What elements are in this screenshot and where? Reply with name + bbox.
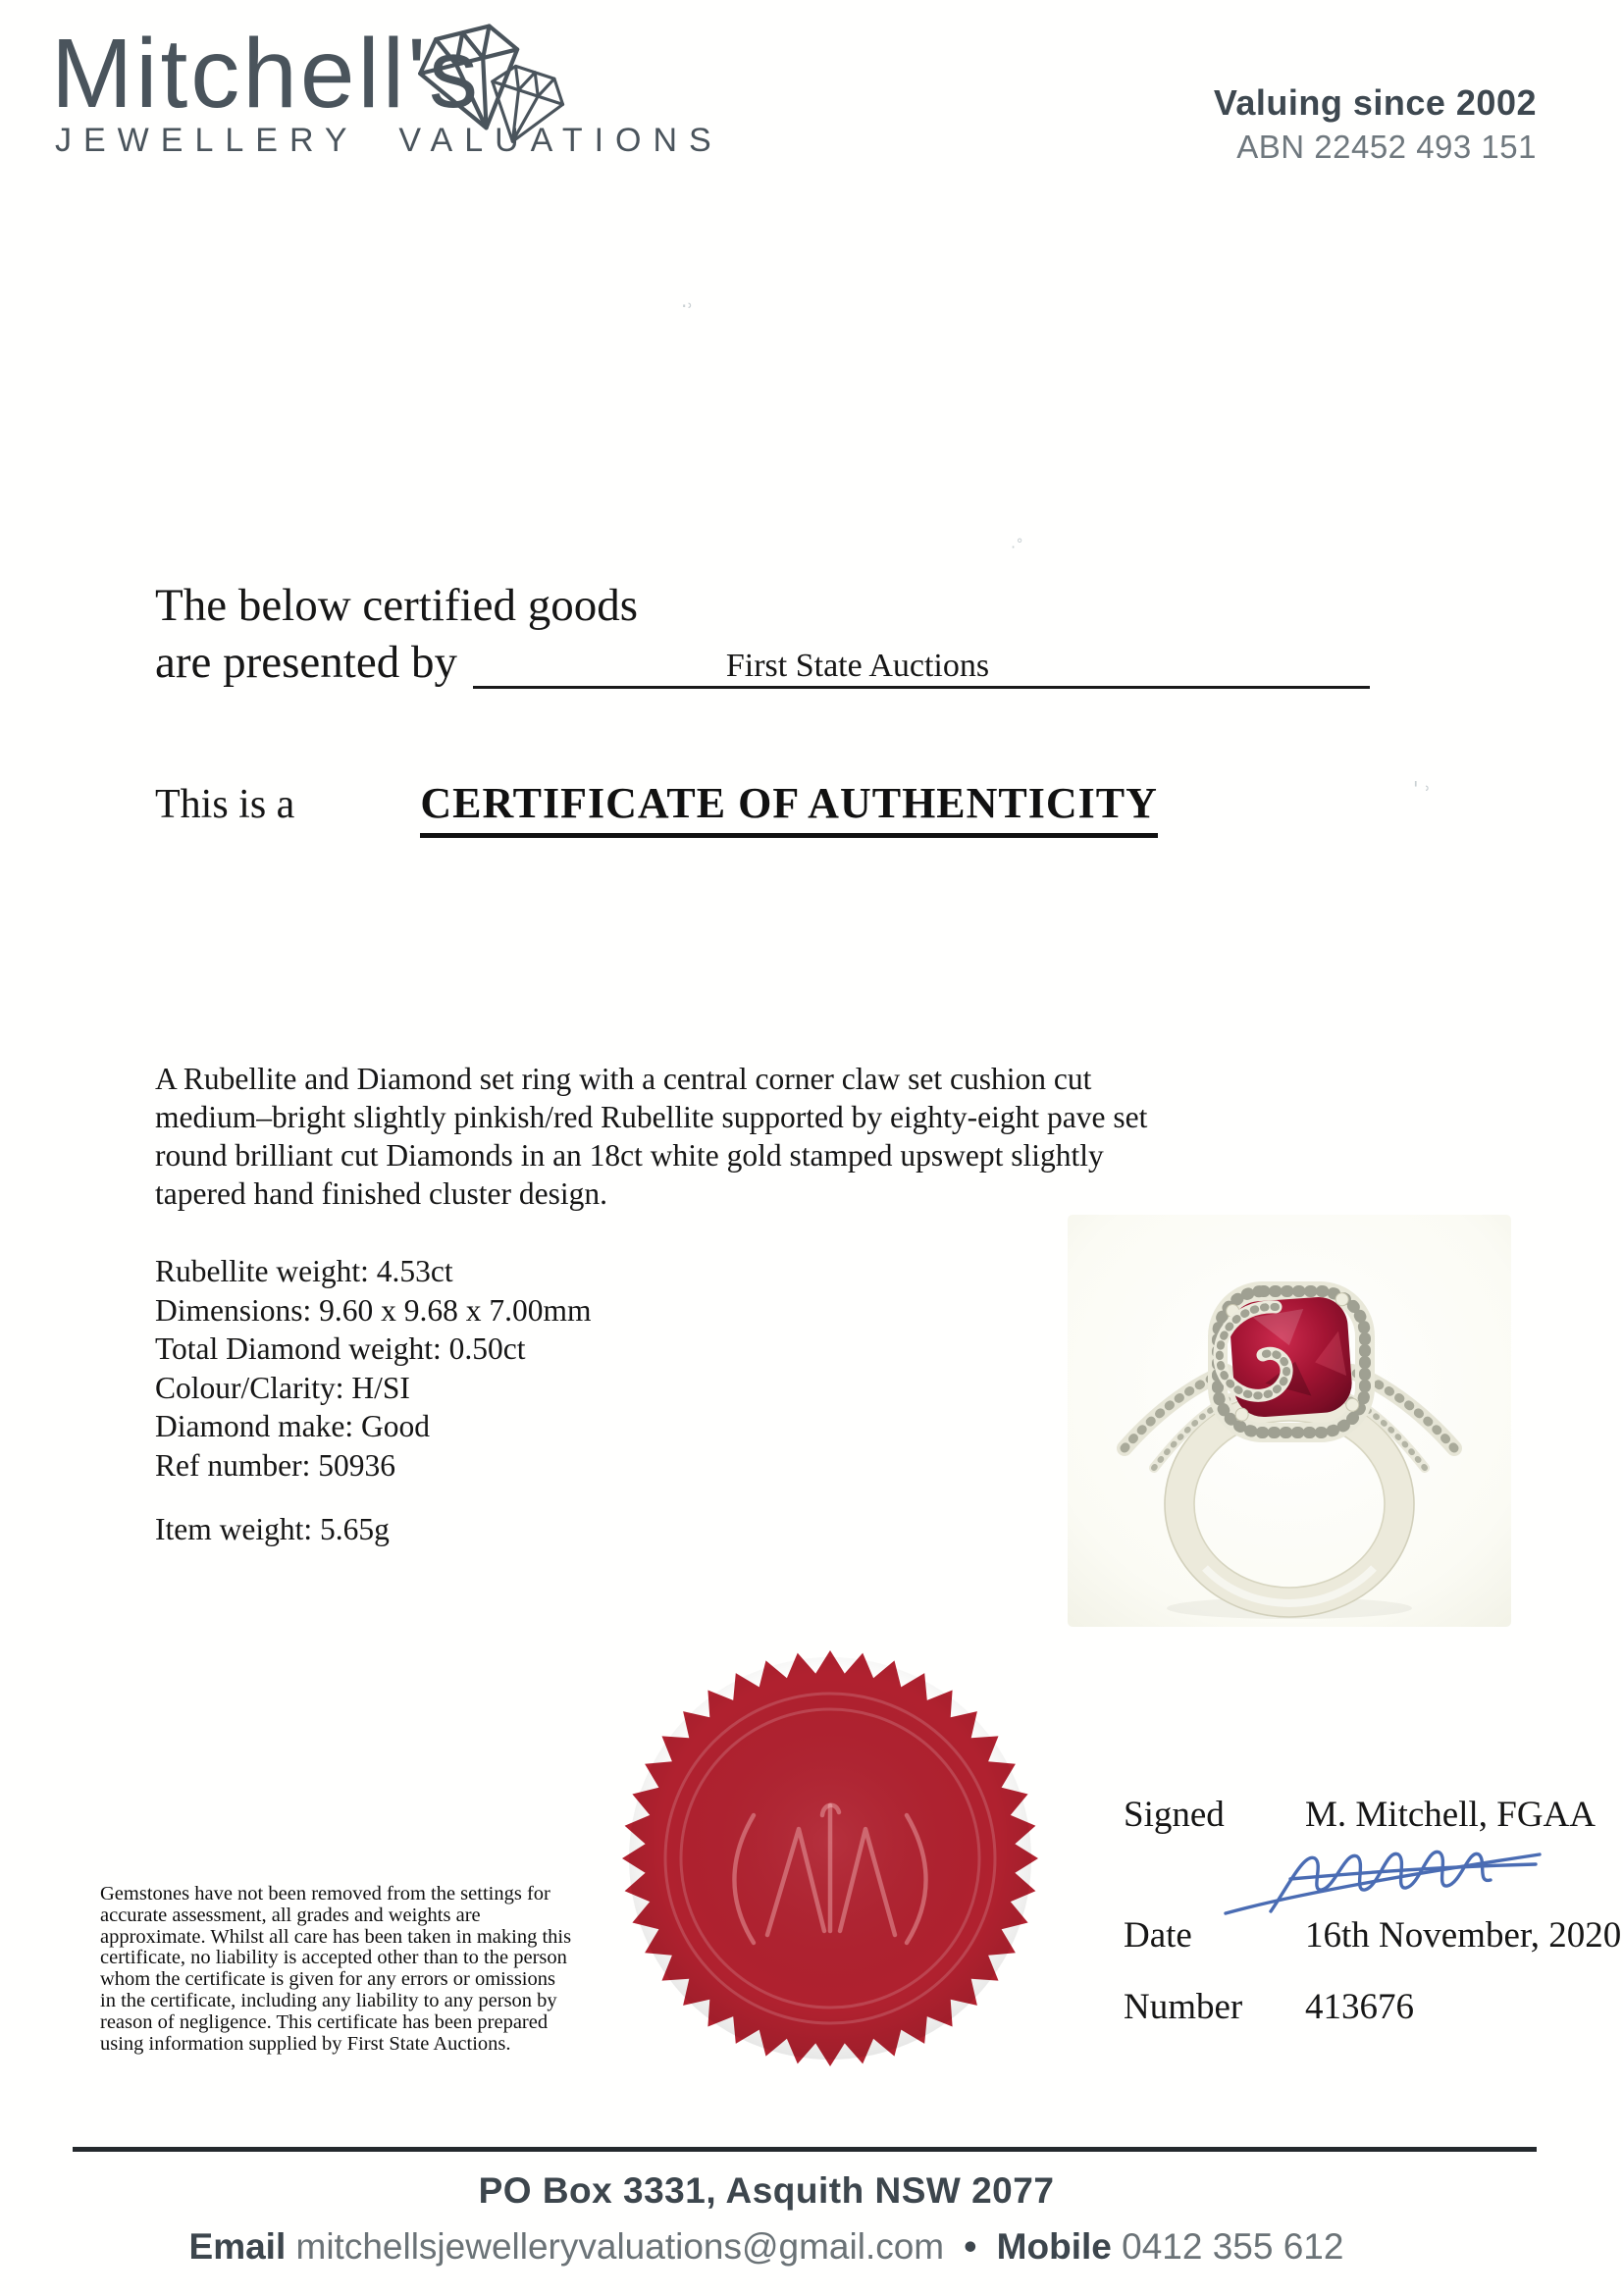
- footer-address: PO Box 3331, Asquith NSW 2077: [478, 2170, 1055, 2211]
- presented-by-label: are presented by: [155, 637, 457, 688]
- email-label: Email: [188, 2226, 287, 2267]
- mobile-label: Mobile: [996, 2226, 1112, 2267]
- number-value: 413676: [1305, 1987, 1414, 2027]
- this-is-a-label: This is a: [155, 782, 295, 827]
- brand-logo-text: Mitchell's: [51, 19, 482, 129]
- scan-speck: ' ˒: [1413, 777, 1431, 801]
- certificate-title-row: [155, 778, 1158, 838]
- scan-speck: ·˒: [681, 294, 694, 318]
- presenter-name: First State Auctions: [725, 648, 990, 684]
- ring-photo: [1068, 1215, 1511, 1627]
- presented-goods-line: The below certified goods: [155, 580, 639, 631]
- spec-line: Dimensions: 9.60 x 9.68 x 7.00mm: [155, 1292, 592, 1328]
- number-label: Number: [1124, 1987, 1243, 2027]
- embossed-seal: [618, 1646, 1042, 2070]
- mobile-value: 0412 355 612: [1122, 2226, 1344, 2267]
- spec-line: Colour/Clarity: H/SI: [155, 1370, 410, 1405]
- footer-separator: •: [964, 2226, 977, 2267]
- date-row: [1124, 1914, 1621, 1957]
- item-description: A Rubellite and Diamond set ring with a central corner claw set cushion cut medium–bright slightly pinkish/red Rubellite supported by eighty-eight pave set round brilliant cut Diamonds in an 18ct white gold stamped upswept slightly tapered hand finished cluster design.: [155, 1062, 1148, 1211]
- footer: [0, 2170, 1623, 2268]
- specs-list: [155, 1252, 592, 1485]
- presenter-line: [473, 648, 1370, 689]
- tagline: Valuing since 2002: [1213, 82, 1537, 123]
- date-label: Date: [1124, 1915, 1192, 1956]
- signed-label: Signed: [1124, 1795, 1225, 1835]
- scan-speck: ·˚: [1011, 538, 1024, 556]
- number-row: [1124, 1986, 1414, 2028]
- spec-line: Rubellite weight: 4.53ct: [155, 1254, 453, 1288]
- email-value: mitchellsjewelleryvaluations@gmail.com: [295, 2226, 945, 2267]
- footer-divider: [73, 2147, 1537, 2152]
- handwritten-signature: [1220, 1825, 1548, 1918]
- header-right-block: [1214, 82, 1537, 166]
- certificate-title: CERTIFICATE OF AUTHENTICITY: [420, 778, 1158, 838]
- spec-line: Diamond make: Good: [155, 1409, 430, 1443]
- disclaimer-text: Gemstones have not been removed from the settings for accurate assessment, all grades and weights are approximate. Whilst all care has been taken in making this certificate, no liability is accepted other than to the person whom the certificate is given for any errors or omissions in the certificate, including any liability to any person by reason of negligence. This certificate has been prepared using information supplied by First State Auctions.: [100, 1883, 572, 2055]
- presented-by-row: [155, 636, 1370, 689]
- date-value: 16th November, 2020: [1305, 1915, 1622, 1956]
- footer-contact: [0, 2226, 1533, 2268]
- signed-value: M. Mitchell, FGAA: [1305, 1795, 1596, 1835]
- spec-line: Total Diamond weight: 0.50ct: [155, 1331, 526, 1366]
- abn-number: ABN 22452 493 151: [1236, 129, 1537, 165]
- spec-line: Ref number: 50936: [155, 1447, 395, 1483]
- item-weight-line: Item weight: 5.65g: [155, 1512, 390, 1546]
- brand-logo-subtitle: JEWELLERY VALUATIONS: [55, 122, 723, 159]
